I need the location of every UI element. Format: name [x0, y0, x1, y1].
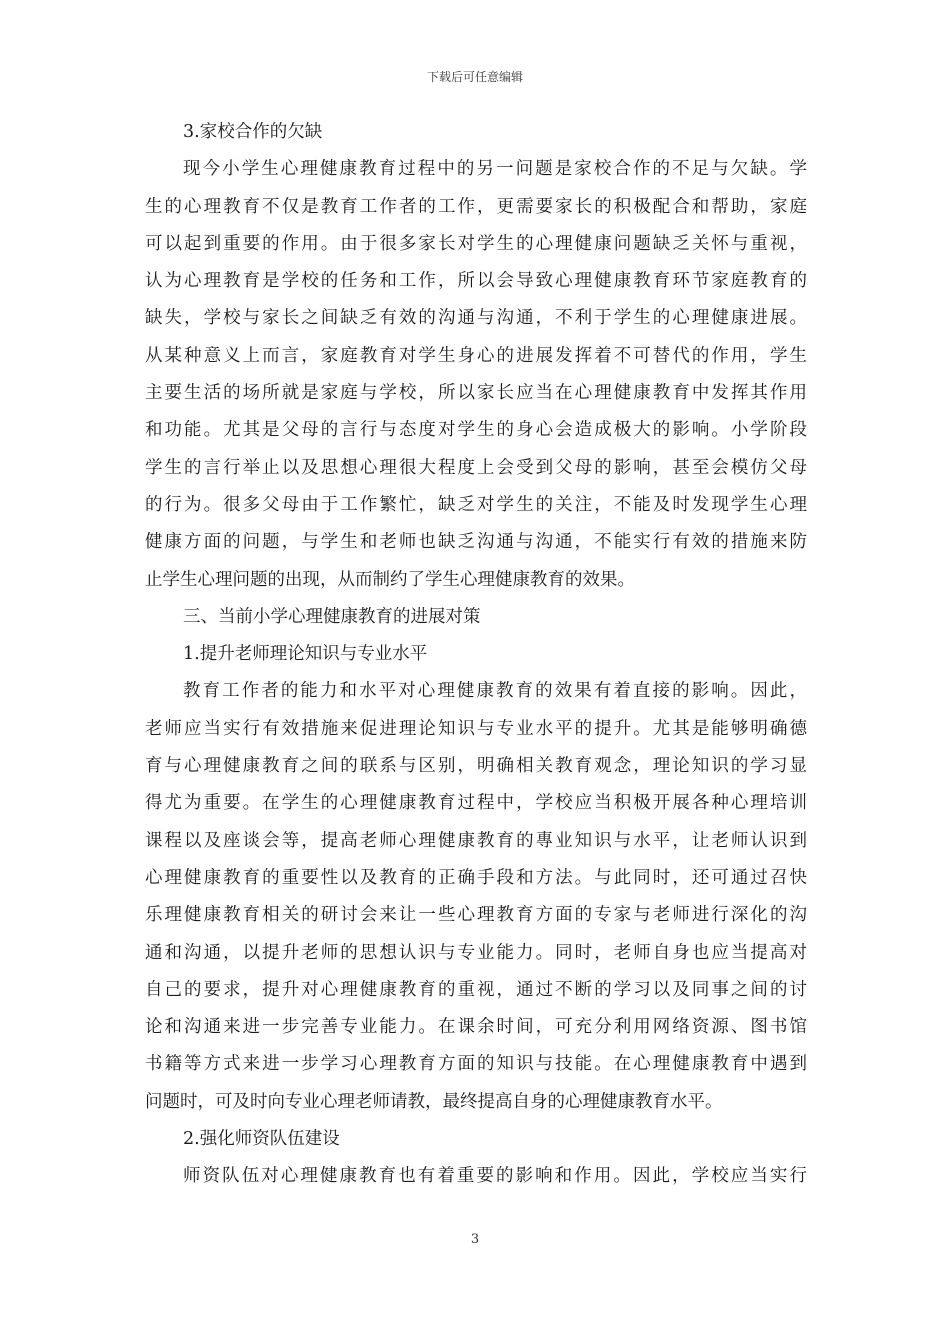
text-line: 自己的要求，提升对心理健康教育的重视，通过不断的学习以及同事之间的讨 — [145, 979, 807, 1000]
text-line: 认为心理教育是学校的任务和工作，所以会导致心理健康教育环节家庭教育的 — [145, 271, 807, 292]
section-heading: 3.家校合作的欠缺 — [183, 122, 323, 142]
text-line: 乐理健康教育相关的研讨会来让一些心理教育方面的专家与老师进行深化的沟 — [145, 905, 807, 926]
text-line: 现今小学生心理健康教育过程中的另一问题是家校合作的不足与欠缺。学 — [183, 159, 807, 180]
text-line: 老师应当实行有效措施来促进理论知识与专业水平的提升。尤其是能够明确德 — [145, 718, 807, 739]
text-line: 书籍等方式来进一步学习心理教育方面的知识与技能。在心理健康教育中遇到 — [145, 1054, 807, 1075]
text-line: 育与心理健康教育之间的联系与区别，明确相关教育观念，理论知识的学习显 — [145, 756, 807, 777]
text-line: 心理健康教育的重要性以及教育的正确手段和方法。与此同时，还可通过召快 — [145, 867, 807, 888]
text-line: 缺失，学校与家长之间缺乏有效的沟通与沟通，不利于学生的心理健康进展。 — [145, 308, 807, 329]
section-heading: 2.强化师资队伍建设 — [183, 1129, 340, 1150]
document-body — [145, 114, 807, 1196]
section-heading: 1.提升老师理论知识与专业水平 — [183, 644, 428, 665]
text-line: 论和沟通来进一步完善专业能力。在课余时间，可充分利用网络资源、图书馆 — [145, 1017, 807, 1038]
text-line: 学生的言行举止以及思想心理很大程度上会受到父母的影响，甚至会模仿父母 — [145, 457, 807, 478]
page-number: 3 — [470, 1232, 480, 1247]
text-line: 健康方面的问题，与学生和老师也缺乏沟通与沟通，不能实行有效的措施来防 — [145, 532, 807, 553]
text-line: 师资队伍对心理健康教育也有着重要的影响和作用。因此，学校应当实行 — [183, 1166, 807, 1187]
page-header: 下载后可任意编辑 — [426, 70, 523, 84]
text-line: 教育工作者的能力和水平对心理健康教育的效果有着直接的影响。因此， — [183, 681, 807, 702]
text-line: 的行为。很多父母由于工作繁忙，缺乏对学生的关注，不能及时发现学生心理 — [145, 494, 807, 515]
text-line: 课程以及座谈会等，提高老师心理健康教育的專业知识与水平，让老师认识到 — [145, 830, 807, 851]
text-line: 得尤为重要。在学生的心理健康教育过程中，学校应当积极开展各种心理培训 — [145, 793, 807, 814]
text-line: 可以起到重要的作用。由于很多家长对学生的心理健康问题缺乏关怀与重视， — [145, 233, 807, 254]
text-line: 止学生心理问题的出现，从而制约了学生心理健康教育的效果。 — [145, 569, 635, 590]
text-line: 通和沟通，以提升老师的思想认识与专业能力。同时，老师自身也应当提高对 — [145, 942, 807, 963]
text-line: 从某种意义上而言，家庭教育对学生身心的进展发挥着不可替代的作用，学生 — [145, 345, 807, 366]
text-line: 问题时，可及时向专业心理老师请教，最终提高自身的心理健康教育水平。 — [145, 1091, 723, 1112]
text-line: 和功能。尤其是父母的言行与态度对学生的身心会造成极大的影响。小学阶段 — [145, 420, 807, 441]
section-heading: 三、当前小学心理健康教育的进展对策 — [183, 606, 481, 627]
text-line: 生的心理教育不仅是教育工作者的工作，更需要家长的积极配合和帮助，家庭 — [145, 196, 807, 217]
text-line: 主要生活的场所就是家庭与学校，所以家长应当在心理健康教育中发挥其作用 — [145, 383, 807, 404]
